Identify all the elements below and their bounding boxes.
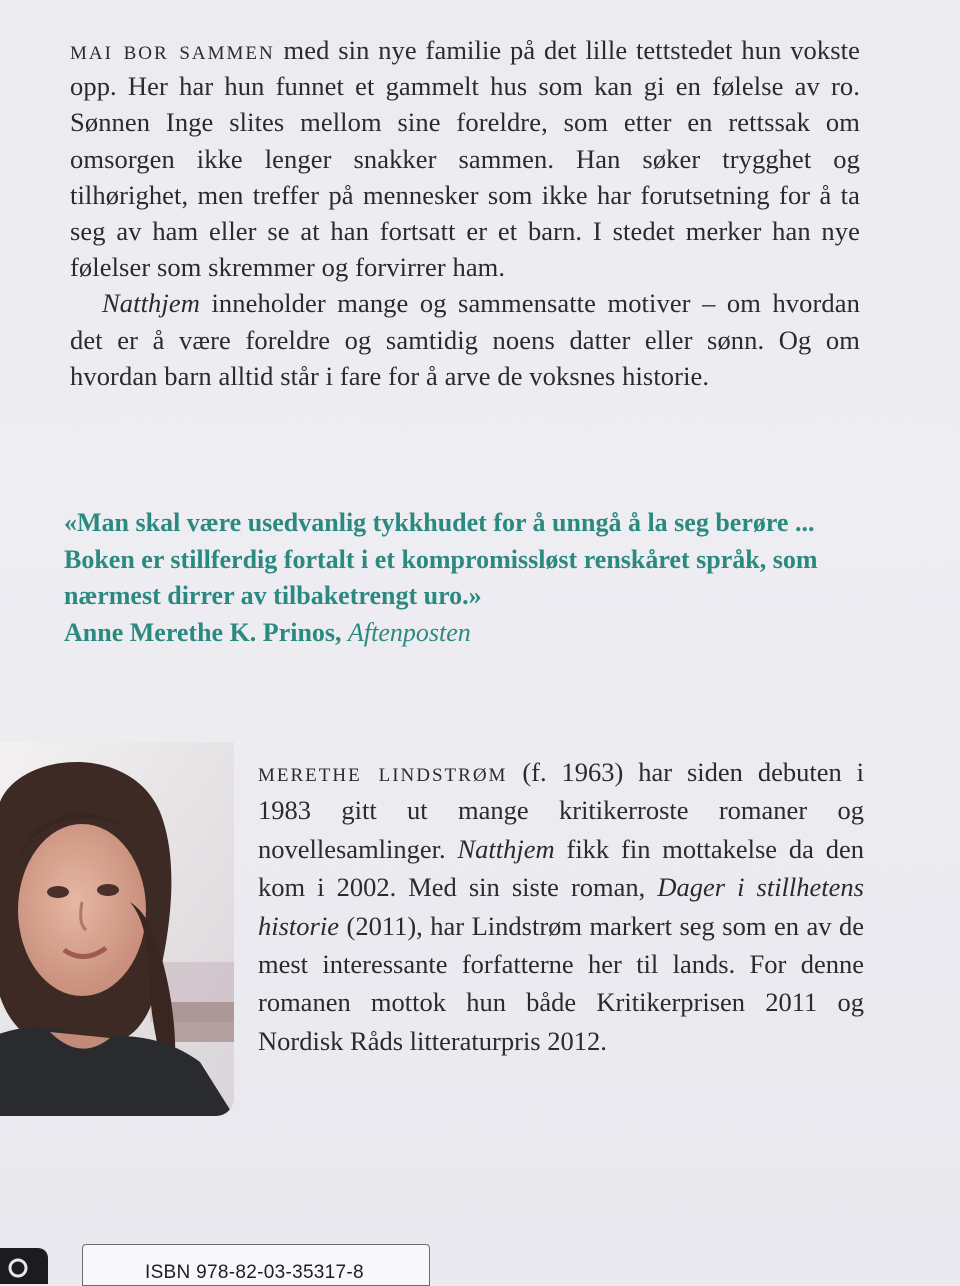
author-name-caps: merethe lindstrøm (258, 757, 508, 787)
bio-text-3: (2011), har Lindstrøm markert seg som en av de mest interessante forfatterne her til lands. For denne romanen mottok hun både Kritikerprisen 2011 og Nordisk Råds litteraturpris 2012. (258, 910, 864, 1056)
blurb-paragraph-2 (70, 285, 860, 394)
blurb-paragraph-1 (70, 32, 860, 285)
reviewer-name: Anne Merethe K. Prinos, (64, 617, 349, 647)
isbn-number: ISBN 978-82-03-35317-8 (145, 1262, 364, 1283)
review-quote (64, 505, 864, 651)
author-bio-text (258, 753, 864, 1060)
blurb-paragraph-1-text: med sin nye familie på det lille tettstedet hun vokste opp. Her har hun funnet et gammelt hus som kan gi en følelse av ro. Sønnen Inge slites mellom sine foreldre, som etter en rettssak om omsorgen ikke lenger snakker sammen. Han søker trygghet og tilhørighet, men treffer på mennesker som ikke har forutsetning for å ta seg av ham eller se at han fortsatt er et barn. I stedet merker han nye følelser som skremmer og forvirrer ham. (70, 35, 860, 283)
book-blurb (70, 32, 860, 394)
blurb-paragraph-2-text: inneholder mange og sammensatte motiver – om hvordan det er å være foreldre og samtidig noens datter eller sønn. Og om hvordan barn alltid står i fare for å arve de voksnes historie. (70, 288, 860, 391)
review-quote-text: «Man skal være usedvanlig tykkhudet for å unngå å la seg berøre ... Boken er stillferdig fortalt i et kompromissløst renskåret språk, som nærmest dirrer av tilbaketrengt uro.» (64, 508, 818, 610)
author-bio (258, 753, 864, 1060)
blurb-book-title: Natthjem (102, 288, 200, 319)
bio-book-title-1: Natthjem (457, 833, 555, 864)
bio-text-1: (f. 1963) har siden debuten i 1983 gitt ut mange kritikerroste romaner og novellesamlinger. (258, 757, 864, 864)
author-photo (0, 742, 234, 1116)
bio-book-title-2: Dager i stillhetens historie (258, 872, 864, 941)
publisher-logo (0, 1248, 48, 1284)
bio-text-2: fikk fin mottakelse da den kom i 2002. Med sin siste roman, (258, 833, 864, 903)
blurb-lead-caps: mai bor sammen (70, 35, 275, 65)
review-publication: Aftenposten (348, 617, 471, 647)
review-attribution (64, 615, 864, 652)
